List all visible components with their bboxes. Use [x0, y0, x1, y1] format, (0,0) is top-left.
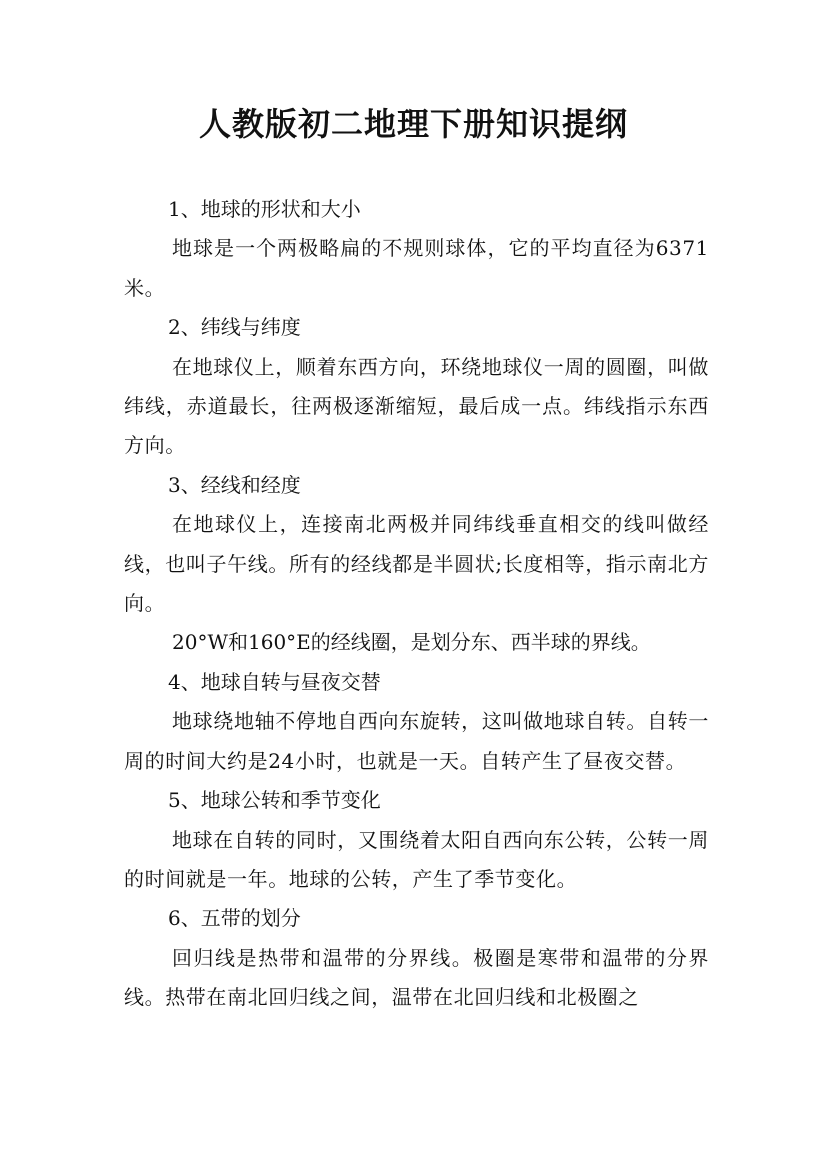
section-paragraph: 地球在自转的同时，又围绕着太阳自西向东公转，公转一周的时间就是一年。地球的公转，产生了季节变化。: [124, 827, 709, 891]
document-title: 人教版初二地理下册知识提纲: [198, 105, 628, 143]
section-paragraph: 在地球仪上，连接南北两极并同纬线垂直相交的线叫做经线，也叫子午线。所有的经线都是半圆状;长度相等，指示南北方向。: [124, 512, 709, 616]
document-body: [124, 190, 709, 1018]
section-heading: 3、经线和经度: [168, 472, 301, 497]
section-heading: 4、地球自转与昼夜交替: [168, 669, 381, 694]
section-paragraph: 回归线是热带和温带的分界线。极圈是寒带和温带的分界线。热带在南北回归线之间，温带在北回归线和北极圈之: [124, 945, 709, 1010]
section-paragraph: 在地球仪上，顺着东西方向，环绕地球仪一周的圆圈，叫做纬线，赤道最长，往两极逐渐缩短，最后成一点。纬线指示东西方向。: [124, 354, 709, 458]
section-heading: 6、五带的划分: [168, 906, 301, 931]
section-paragraph: 地球绕地轴不停地自西向东旋转，这叫做地球自转。自转一周的时间大约是24小时，也就是一天。自转产生了昼夜交替。: [124, 709, 709, 773]
section-paragraph: 20°W和160°E的经线圈，是划分东、西半球的界线。: [172, 630, 651, 655]
section-paragraph: 地球是一个两极略扁的不规则球体，它的平均直径为6371米。: [124, 236, 709, 300]
section-heading: 5、地球公转和季节变化: [168, 788, 381, 813]
section-heading: 1、地球的形状和大小: [168, 197, 361, 221]
section-heading: 2、纬线与纬度: [168, 315, 301, 340]
